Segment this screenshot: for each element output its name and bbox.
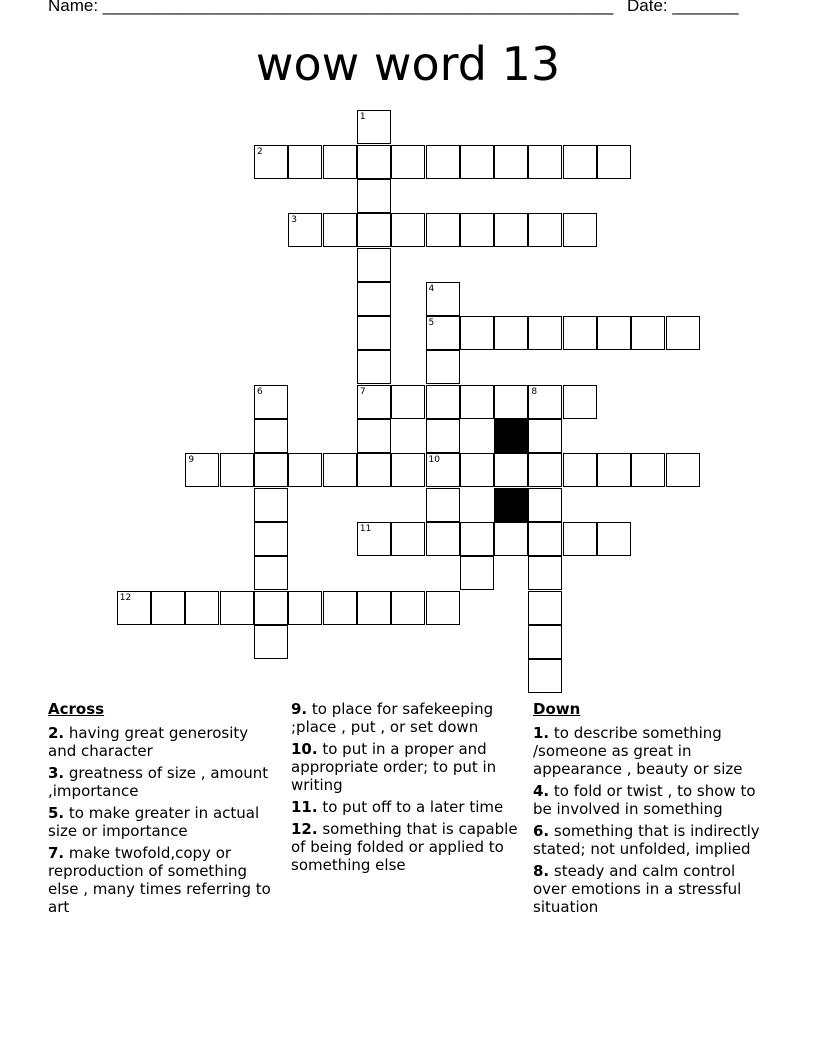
across-clues [48, 700, 280, 920]
grid-cell-6[interactable] [254, 385, 288, 419]
grid-cell[interactable] [528, 522, 562, 556]
clue-across-7: 7. make twofold,copy or reproduction of something else , many times referring to art [48, 844, 271, 916]
grid-cell[interactable] [563, 145, 597, 179]
grid-cell-12[interactable] [117, 591, 151, 625]
grid-cell[interactable] [357, 282, 391, 316]
clue-across-10: 10. to put in a proper and appropriate order; to put in writing [291, 740, 497, 794]
grid-cell[interactable] [460, 316, 494, 350]
grid-cell[interactable] [631, 316, 665, 350]
grid-cell[interactable] [426, 522, 460, 556]
clue-down-8: 8. steady and calm control over emotions in a stressful situation [533, 862, 742, 916]
clue-number: 11 [359, 523, 372, 534]
grid-cell[interactable] [426, 213, 460, 247]
grid-cell[interactable] [528, 659, 562, 693]
grid-cell[interactable] [426, 488, 460, 522]
clue-down-1: 1. to describe something /someone as great in appearance , beauty or size [533, 724, 743, 778]
grid-cell[interactable] [666, 316, 700, 350]
down-clues [533, 700, 765, 920]
grid-cell[interactable] [357, 419, 391, 453]
grid-cell[interactable] [528, 453, 562, 487]
grid-cell[interactable] [426, 350, 460, 384]
clue-number: 1 [359, 112, 366, 123]
grid-cell[interactable] [528, 213, 562, 247]
clue-number: 6 [257, 386, 263, 397]
grid-cell[interactable] [460, 453, 494, 487]
grid-cell[interactable] [391, 213, 425, 247]
grid-cell[interactable] [426, 385, 460, 419]
grid-cell[interactable] [323, 213, 357, 247]
across-clues-continued [291, 700, 523, 878]
grid-cell[interactable] [357, 453, 391, 487]
black-square [494, 419, 528, 453]
grid-cell[interactable] [528, 145, 562, 179]
grid-cell[interactable] [597, 316, 631, 350]
down-heading: Down [533, 700, 581, 718]
grid-cell-2[interactable] [254, 145, 288, 179]
grid-cell[interactable] [254, 625, 288, 659]
grid-cell[interactable] [666, 453, 700, 487]
grid-cell[interactable] [391, 453, 425, 487]
grid-cell-7[interactable] [357, 385, 391, 419]
grid-cell[interactable] [597, 522, 631, 556]
grid-cell[interactable] [494, 316, 528, 350]
grid-cell[interactable] [323, 453, 357, 487]
grid-cell[interactable] [494, 522, 528, 556]
grid-cell-1[interactable] [357, 110, 391, 144]
grid-cell[interactable] [494, 385, 528, 419]
grid-cell[interactable] [563, 522, 597, 556]
grid-cell[interactable] [494, 453, 528, 487]
clue-number: 7 [359, 386, 366, 397]
grid-cell[interactable] [426, 419, 460, 453]
grid-cell[interactable] [460, 385, 494, 419]
grid-cell[interactable] [357, 145, 391, 179]
grid-cell[interactable] [185, 591, 219, 625]
grid-cell[interactable] [460, 522, 494, 556]
clue-number: 5 [428, 318, 435, 329]
grid-cell[interactable] [631, 453, 665, 487]
grid-cell[interactable] [528, 591, 562, 625]
clue-across-5: 5. to make greater in actual size or importance [48, 804, 260, 840]
grid-cell[interactable] [528, 419, 562, 453]
grid-cell[interactable] [254, 522, 288, 556]
grid-cell[interactable] [254, 591, 288, 625]
grid-cell[interactable] [220, 591, 254, 625]
grid-cell[interactable] [357, 350, 391, 384]
grid-cell[interactable] [563, 213, 597, 247]
grid-cell[interactable] [288, 145, 322, 179]
grid-cell[interactable] [563, 453, 597, 487]
grid-cell[interactable] [563, 316, 597, 350]
grid-cell[interactable] [528, 316, 562, 350]
grid-cell[interactable] [391, 145, 425, 179]
clue-number: 10 [428, 455, 440, 466]
grid-cell[interactable] [323, 145, 357, 179]
grid-cell[interactable] [460, 213, 494, 247]
clue-number: 4 [428, 283, 435, 294]
grid-cell[interactable] [357, 213, 391, 247]
clue-down-6: 6. something that is indirectly stated; not unfolded, implied [533, 822, 760, 858]
grid-cell[interactable] [460, 556, 494, 590]
grid-cell[interactable] [151, 591, 185, 625]
grid-cell-3[interactable] [288, 213, 322, 247]
grid-cell[interactable] [528, 556, 562, 590]
grid-cell[interactable] [357, 179, 391, 213]
grid-cell[interactable] [460, 145, 494, 179]
clue-number: 8 [531, 386, 538, 397]
clue-number: 2 [257, 146, 263, 157]
grid-cell-5[interactable] [426, 316, 460, 350]
grid-cell[interactable] [254, 488, 288, 522]
clue-number: 9 [188, 455, 195, 466]
grid-cell[interactable] [426, 591, 460, 625]
clue-across-12: 12. something that is capable of being folded or applied to something else [291, 820, 518, 874]
grid-cell[interactable] [391, 385, 425, 419]
clue-across-3: 3. greatness of size , amount ,importance [48, 764, 269, 800]
clue-number: 3 [291, 215, 298, 226]
grid-cell[interactable] [323, 591, 357, 625]
date-field-label[interactable]: Date: _______ [627, 0, 739, 15]
grid-cell[interactable] [254, 556, 288, 590]
page-title: wow word 13 [255, 37, 561, 91]
grid-cell[interactable] [288, 591, 322, 625]
clue-across-11: 11. to put off to a later time [291, 798, 504, 816]
clue-across-9: 9. to place for safekeeping ;place , put , or set down [291, 700, 494, 736]
grid-cell[interactable] [494, 145, 528, 179]
grid-cell-9[interactable] [185, 453, 219, 487]
grid-cell[interactable] [528, 488, 562, 522]
grid-cell[interactable] [391, 522, 425, 556]
grid-cell[interactable] [597, 453, 631, 487]
name-field-label[interactable]: Name: ______________________________________________________ [48, 0, 614, 15]
clue-number: 12 [119, 592, 132, 603]
grid-cell[interactable] [494, 213, 528, 247]
grid-cell[interactable] [426, 145, 460, 179]
grid-cell[interactable] [254, 453, 288, 487]
grid-cell-10[interactable] [426, 453, 460, 487]
clue-across-2: 2. having great generosity and character [48, 724, 249, 760]
grid-cell-11[interactable] [357, 522, 391, 556]
grid-cell[interactable] [563, 385, 597, 419]
across-heading: Across [48, 700, 105, 718]
grid-cell[interactable] [357, 591, 391, 625]
grid-cell-8[interactable] [528, 385, 562, 419]
grid-cell-4[interactable] [426, 282, 460, 316]
black-square [494, 488, 528, 522]
grid-cell[interactable] [288, 453, 322, 487]
grid-cell[interactable] [357, 316, 391, 350]
grid-cell[interactable] [357, 248, 391, 282]
grid-cell[interactable] [220, 453, 254, 487]
grid-cell[interactable] [254, 419, 288, 453]
clue-down-4: 4. to fold or twist , to show to be involved in something [533, 782, 756, 818]
grid-cell[interactable] [391, 591, 425, 625]
grid-cell[interactable] [597, 145, 631, 179]
grid-cell[interactable] [528, 625, 562, 659]
